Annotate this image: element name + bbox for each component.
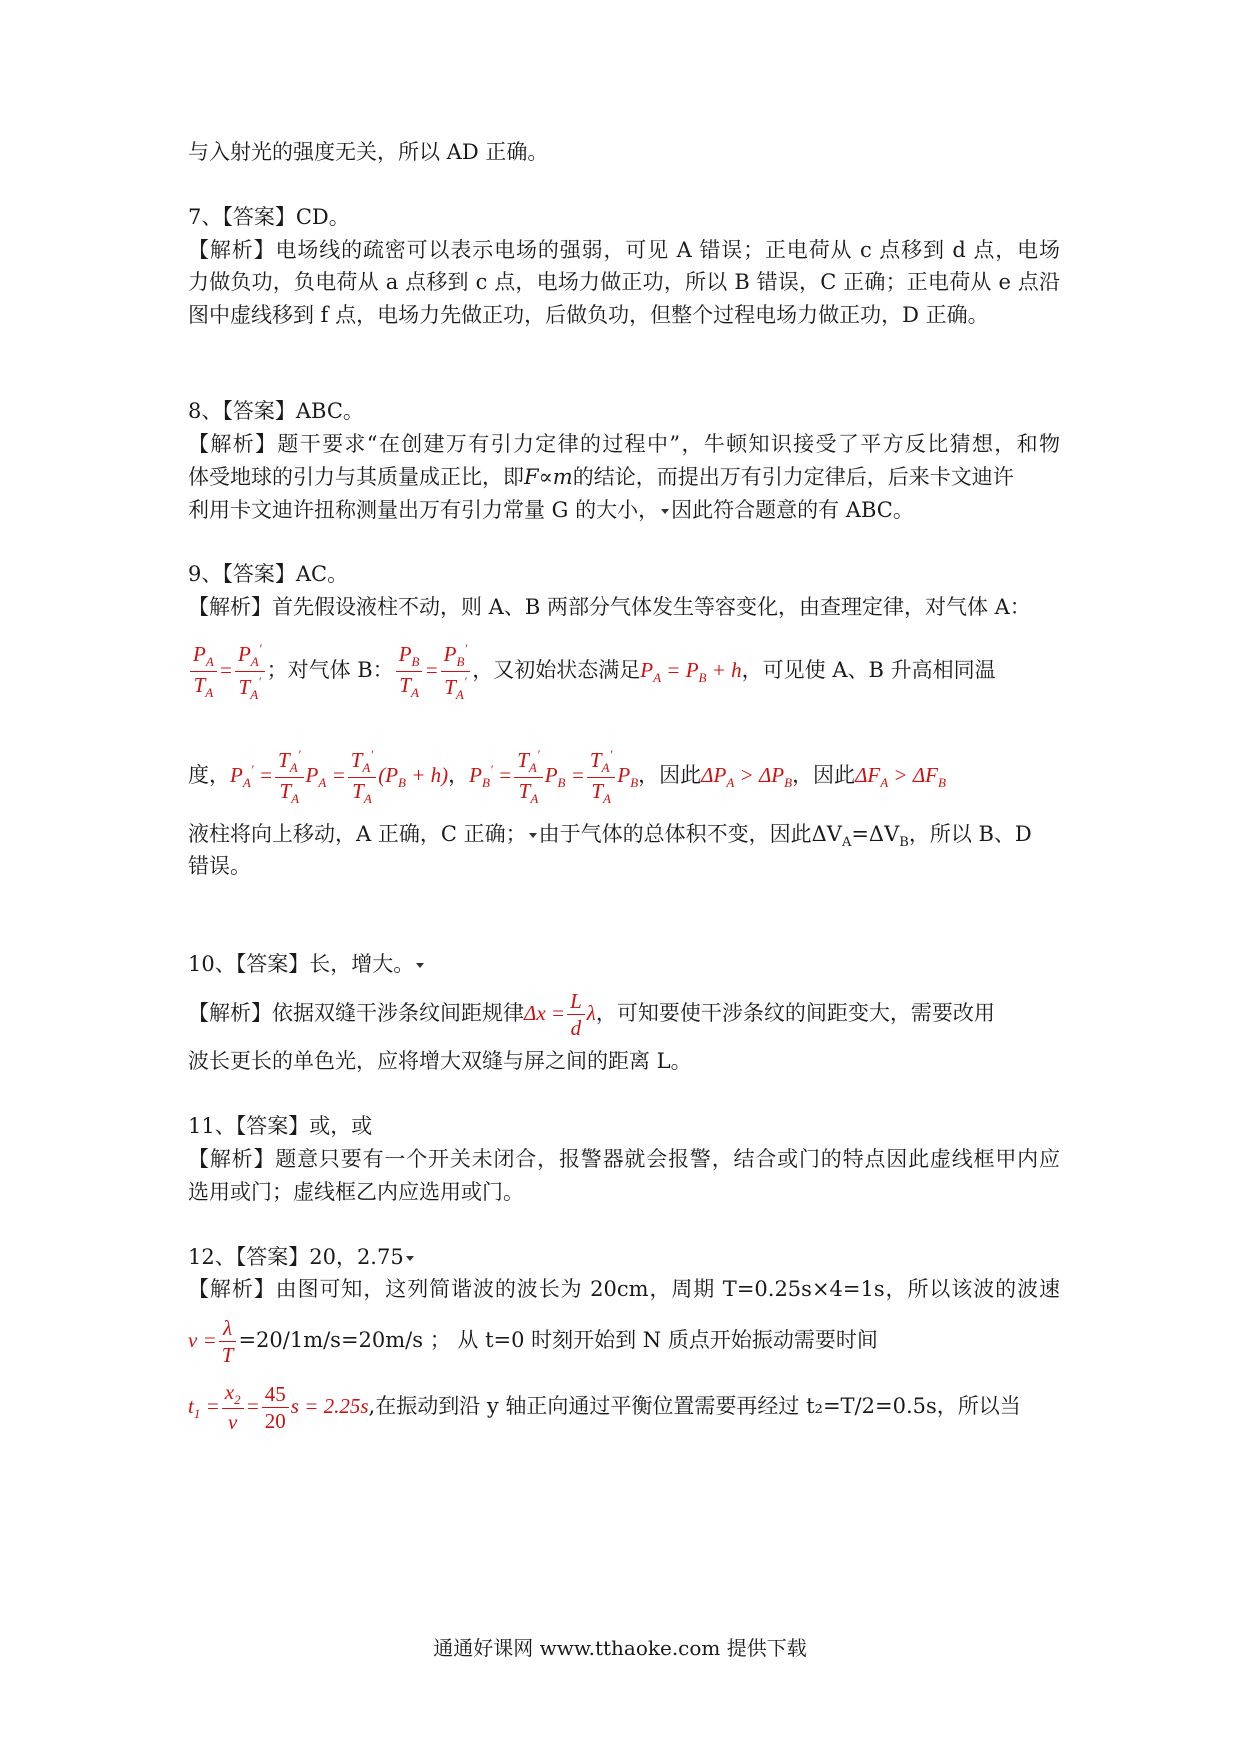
formula-pa-pb-h: $P_A = P_B + h$ xyxy=(640,658,742,686)
text-seg: ，可知要使干涉条纹的间距变大，需要改用 xyxy=(595,1001,995,1025)
fraction-ta-prime-ta-2: $\frac{T_A'}{T_A}$ xyxy=(348,748,376,804)
analysis-12-line1: 【解析】由图可知，这列简谐波的波长为 20cm，周期 T=0.25s×4=1s，所以该波的波速 xyxy=(188,1277,1060,1301)
text-seg: ；对气体 B： xyxy=(266,658,394,682)
fraction-lambda-t: $\frac{\lambda}{T}$ xyxy=(219,1318,237,1366)
text-seg: 【解析】依据双缝干涉条纹间距规律 xyxy=(188,1001,524,1025)
analysis-7-line2: 力做负功，负电荷从 a 点移到 c 点，电场力做正功，所以 B 错误，C 正确；正电荷从 e 点沿 xyxy=(188,270,1060,294)
text-seg: 的结论，而提出万有引力定律后，后来卡文迪许 xyxy=(572,465,1014,489)
formula-dpa-gt-dpb: $\Delta P_A > \Delta P_B$ xyxy=(701,763,793,791)
formula-dx: Δx = xyxy=(524,1001,566,1025)
formula-lambda: λ xyxy=(586,1001,596,1025)
formula-row-1 xyxy=(188,640,1060,710)
fraction-ta-prime-ta: $\frac{T_A'}{T_A}$ xyxy=(275,748,303,804)
text-seg: 体受地球的引力与其质量成正比，即 xyxy=(188,465,524,489)
fraction-ta-prime-ta-3: $\frac{T_A'}{T_A}$ xyxy=(514,748,542,804)
answer-12 xyxy=(188,1243,1060,1271)
analysis-9-line1: 【解析】首先假设液柱不动，则 A、B 两部分气体发生等容变化，由查理定律，对气体 A： xyxy=(188,595,1031,619)
subscript: A xyxy=(841,835,852,851)
text-seg: ，因此 xyxy=(638,763,702,787)
formula-pb: $P_B$ = xyxy=(544,763,585,791)
text-seg: ，所以 B、D xyxy=(908,822,1032,846)
analysis-8-line3 xyxy=(188,496,1060,524)
text-seg: =20/1m/s=20m/s ； 从 t=0 时刻开始到 N 质点开始振动需要时间 xyxy=(238,1328,878,1352)
text-seg: 10、【答案】长，增大。 xyxy=(188,952,415,976)
fraction-pa-ta: $\frac{P_A}{T_A}$ xyxy=(190,644,217,698)
page-footer: 通通好课网 www.tthaoke.com 提供下载 xyxy=(433,1636,807,1660)
fraction-x2-v: $\frac{x_2}{v}$ xyxy=(222,1382,244,1433)
fraction-l-d: $\frac{L}{d}$ xyxy=(567,991,585,1039)
formula-pa: $P_A$ = xyxy=(305,763,346,791)
text-seg: 12、【答案】20，2.75 xyxy=(188,1245,404,1269)
analysis-8-line1: 【解析】题干要求“在创建万有引力定律的过程中”，牛顿知识接受了平方反比猜想，和物 xyxy=(188,432,1060,456)
answer-9: 9、【答案】AC。 xyxy=(188,562,349,586)
formula-result: s = 2.25s xyxy=(290,1394,369,1418)
analysis-7-line1: 【解析】电场线的疏密可以表示电场的强弱，可见 A 错误；正电荷从 c 点移到 d 点，电场 xyxy=(188,238,1060,262)
text-seg: 由于气体的总体积不变，因此ΔV xyxy=(538,822,842,846)
text-seg: ，因此 xyxy=(792,763,856,787)
subscript: B xyxy=(899,835,909,851)
text-seg: 因此符合题意的有 ABC。 xyxy=(671,498,914,522)
formula-pb-plus-h: $(P_B + h)$ xyxy=(378,763,449,791)
text-seg: 度， xyxy=(188,763,230,787)
analysis-11-line2: 选用或门；虚线框乙内应选用或门。 xyxy=(188,1180,524,1204)
equals: = xyxy=(245,1394,260,1418)
fraction-ta-prime-ta-4: $\frac{T_A'}{T_A}$ xyxy=(587,748,615,804)
text-seg: =ΔV xyxy=(851,822,900,846)
text-seg: 液柱将向上移动，A 正确，C 正确； xyxy=(188,822,527,846)
analysis-7-line3: 图中虚线移到 f 点，电场力先做正功，后做负功，但整个过程电场力做正功，D 正确。 xyxy=(188,303,989,327)
fraction-pa-prime: $\frac{P_A'}{T_A'}$ xyxy=(235,642,265,700)
formula-pb-prime: $P_B'$ = xyxy=(469,762,513,791)
formula-row-2 xyxy=(188,740,1060,810)
answer-11: 11、【答案】或，或 xyxy=(188,1114,373,1138)
formula-f-prop-m: F∝m xyxy=(524,465,573,489)
formula-pa-prime: $P_A'$ = xyxy=(230,762,274,791)
text-line: 与入射光的强度无关，所以 AD 正确。 xyxy=(188,140,549,164)
fraction-pb-prime: $\frac{P_B'}{T_A'}$ xyxy=(441,642,471,700)
text-seg: ， xyxy=(448,763,470,787)
answer-10 xyxy=(188,950,1060,978)
analysis-10-line2: 波长更长的单色光，应将增大双缝与屏之间的距离 L。 xyxy=(188,1049,692,1073)
text-seg: ，又初始状态满足 xyxy=(472,658,641,682)
answer-8: 8、【答案】ABC。 xyxy=(188,399,364,423)
formula-dfa-gt-dfb: $\Delta F_A > \Delta F_B$ xyxy=(855,763,946,791)
analysis-12-line3 xyxy=(188,1378,1060,1438)
text-seg: ，可见使 A、B 升高相同温 xyxy=(741,658,996,682)
answer-7: 7、【答案】CD。 xyxy=(188,205,350,229)
equals: = xyxy=(424,658,439,682)
text-seg: ,在振动到沿 y 轴正向通过平衡位置需要再经过 t₂=T/2=0.5s，所以当 xyxy=(368,1394,1021,1418)
fraction-pb-ta: $\frac{P_B}{T_A}$ xyxy=(396,644,423,698)
arrow-mark-icon xyxy=(529,833,537,838)
arrow-mark-icon xyxy=(406,1256,414,1261)
fraction-45-20: $\frac{45}{20}$ xyxy=(262,1384,289,1432)
equals: = xyxy=(218,658,233,682)
analysis-8-line2 xyxy=(188,463,1060,491)
analysis-12-line2 xyxy=(188,1312,1060,1372)
analysis-11-line1: 【解析】题意只要有一个开关未闭合，报警器就会报警，结合或门的特点因此虚线框甲内应 xyxy=(188,1147,1060,1171)
formula-v: v = xyxy=(188,1328,217,1352)
analysis-10-line1 xyxy=(188,985,1060,1045)
text-seg: 利用卡文迪许扭称测量出万有引力常量 G 的大小， xyxy=(188,498,660,522)
analysis-9-line5: 错误。 xyxy=(188,854,251,878)
formula-t1: $t_1$ = xyxy=(188,1394,220,1422)
arrow-mark-icon xyxy=(661,509,669,514)
formula-pb-2: $P_B$ xyxy=(617,763,639,791)
arrow-mark-icon xyxy=(416,963,424,968)
